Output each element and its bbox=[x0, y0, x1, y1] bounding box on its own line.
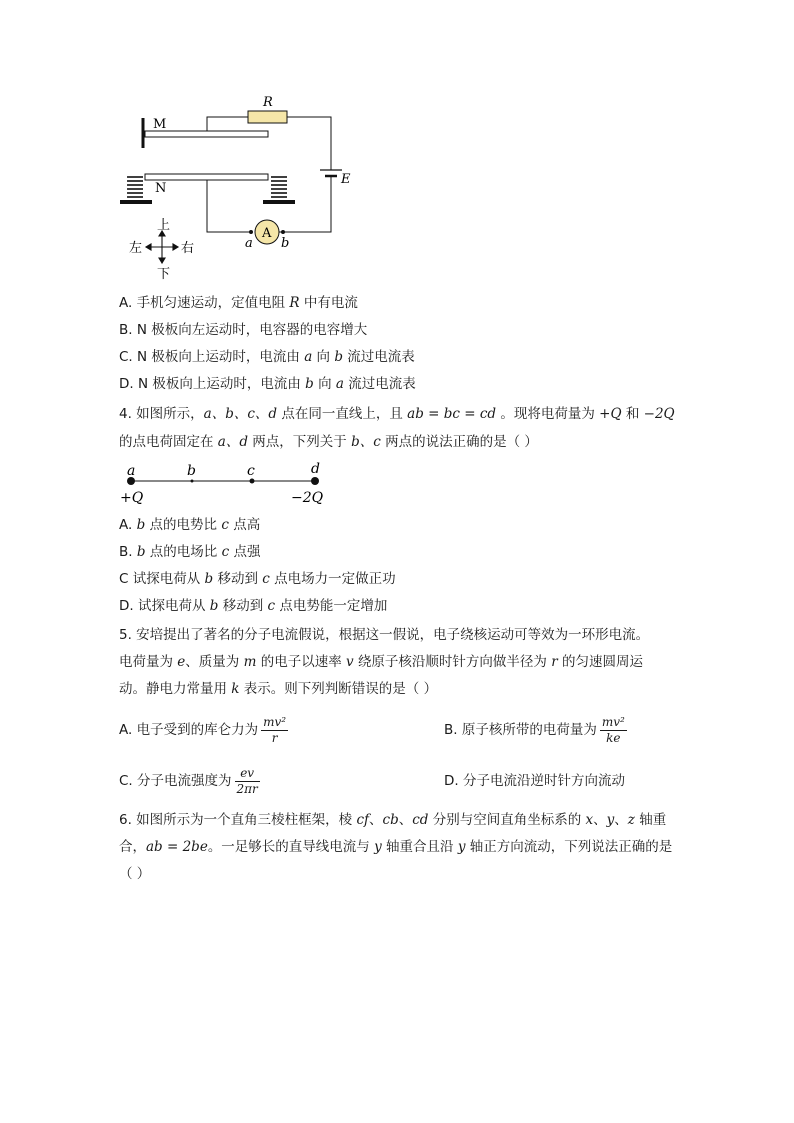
q6-stem-line3: （ ） bbox=[119, 866, 151, 882]
left-spring bbox=[127, 177, 143, 197]
label-E: E bbox=[341, 172, 351, 187]
wire-top bbox=[207, 117, 248, 131]
label-A: A bbox=[262, 226, 272, 241]
resistor-R bbox=[248, 111, 287, 123]
label-M: M bbox=[153, 117, 167, 132]
q5-c-fraction: $\frac{ev}{2\pi r}$ bbox=[236, 765, 258, 796]
wire-bottom-left bbox=[207, 180, 251, 232]
q4-option-a: A. b 点的电势比 c 点高 bbox=[119, 517, 261, 533]
q4-stem-line2: 的点电荷固定在 a、d 两点，下列关于 b、c 两点的说法正确的是（ ） bbox=[119, 434, 538, 450]
q5-stem-line3: 动。静电力常量用 k 表示。则下列判断错误的是（ ） bbox=[119, 681, 438, 697]
q6-stem-line1: 6. 如图所示为一个直角三棱柱框架，棱 cf、cb、cd 分别与空间直角坐标系的 x、y、z 轴重 bbox=[119, 812, 667, 828]
point-b-dot bbox=[191, 480, 194, 483]
q4-stem-line1: 4. 如图所示，a、b、c、d 点在同一直线上，且 ab = bc = cd 。现将电荷量为 +Q 和 −2Q bbox=[119, 406, 675, 422]
fig-label-plusQ: +Q bbox=[120, 490, 144, 506]
q3-option-c: C. N 极板向上运动时，电流由 a 向 b 流过电流表 bbox=[119, 349, 415, 365]
q4-option-d: D. 试探电荷从 b 移动到 c 点电势能一定增加 bbox=[119, 598, 388, 614]
q5-b-fraction: $\frac{\text{mv²}}{ke}$ bbox=[601, 714, 625, 745]
q4-option-b: B. b 点的电场比 c 点强 bbox=[119, 544, 261, 560]
direction-cross bbox=[146, 231, 178, 263]
q5-stem-line2: 电荷量为 e、质量为 m 的电子以速率 v 绕原子核沿顺时针方向做半径为 r 的匀速圆周运 bbox=[119, 654, 643, 670]
q3-option-d: D. N 极板向上运动时，电流由 b 向 a 流过电流表 bbox=[119, 376, 416, 392]
label-a: a bbox=[245, 236, 253, 251]
label-b: b bbox=[281, 236, 290, 251]
dir-right: 右 bbox=[181, 241, 195, 256]
fig-label-b: b bbox=[187, 463, 196, 479]
right-base bbox=[263, 200, 295, 204]
capacitor-circuit-diagram bbox=[115, 90, 375, 290]
dir-up: 上 bbox=[157, 218, 171, 233]
fig-label-minus2Q: −2Q bbox=[291, 490, 324, 506]
fig-label-d: d bbox=[311, 461, 320, 477]
label-N: N bbox=[155, 181, 167, 196]
q5-a-fraction: $\frac{\text{mv²}}{r}$ bbox=[263, 714, 287, 745]
q4-charge-line-figure bbox=[115, 458, 335, 508]
dir-left: 左 bbox=[129, 241, 143, 256]
q3-option-a: A. 手机匀速运动，定值电阻 R 中有电流 bbox=[119, 295, 358, 311]
n-plate bbox=[145, 174, 268, 180]
right-spring bbox=[271, 177, 287, 197]
point-d-charge bbox=[311, 477, 319, 485]
q3-option-b: B. N 极板向左运动时，电容器的电容增大 bbox=[119, 322, 368, 338]
q5-option-c: C. 分子电流强度为 $\frac{ev}{2\pi r}$ bbox=[119, 765, 258, 796]
fig-label-a: a bbox=[127, 463, 136, 479]
point-a bbox=[249, 230, 253, 234]
wire-right-top bbox=[287, 117, 331, 170]
fig-label-c: c bbox=[247, 463, 255, 479]
q4-option-c: C 试探电荷从 b 移动到 c 点电场力一定做正功 bbox=[119, 571, 396, 587]
point-c-dot bbox=[250, 479, 255, 484]
q5-option-d: D. 分子电流沿逆时针方向流动 bbox=[444, 773, 625, 789]
q5-stem-line1: 5. 安培提出了著名的分子电流假说，根据这一假说，电子绕核运动可等效为一环形电流。 bbox=[119, 627, 650, 643]
label-R: R bbox=[263, 95, 273, 110]
left-base bbox=[120, 200, 152, 204]
point-b bbox=[281, 230, 285, 234]
q5-option-b: B. 原子核所带的电荷量为 $\frac{\text{mv²}}{ke}$ bbox=[444, 714, 625, 745]
q6-stem-line2: 合，ab = 2be。一足够长的直导线电流与 y 轴重合且沿 y 轴正方向流动，下列说法正确的是 bbox=[119, 839, 673, 855]
q5-option-a: A. 电子受到的库仑力为 $\frac{\text{mv²}}{r}$ bbox=[119, 714, 287, 745]
dir-down: 下 bbox=[157, 267, 171, 282]
